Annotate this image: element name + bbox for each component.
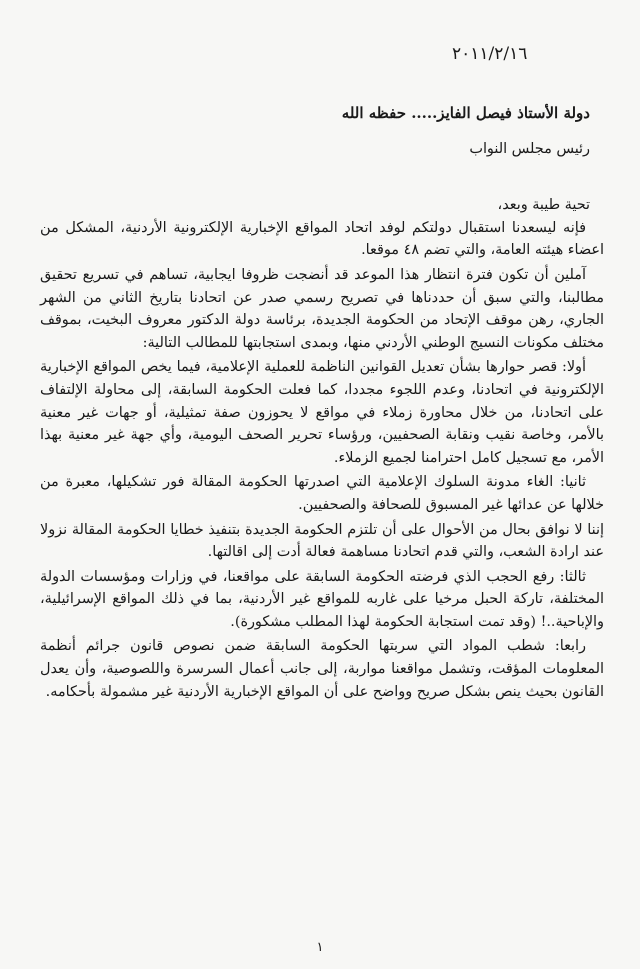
paragraph-demand-1: أولا: قصر حوارها بشأن تعديل القوانين الناظمة للعملية الإعلامية، فيما يخص المواقع الإخبارية الإلكترونية في اتحادنا، وعدم اللجوء مجددا، كما فعلت الحكومة السابقة، إلى محاولة الإلتفاف على اتحادنا، من خلال محاورة زملاء في مواقع لا يحوزون صفة تمثيلية، أو جهات غير معنية بالأمر، وخاصة نقيب ونقابة الصحفيين، ورؤساء تحرير الصحف اليومية، وأي جهة غير معنية بهذا الأمر، مع تسجيل كامل احترامنا لجميع الزملاء. <box>40 359 604 466</box>
addressee-title: رئيس مجلس النواب <box>469 140 590 157</box>
paragraph-demand-3: ثالثا: رفع الحجب الذي فرضته الحكومة السابقة على مواقعنا، في وزارات ومؤسسات الدولة المختلفة، تاركة الحبل مرخيا على غاربه للمواقع غير الأردنية، بما في ذلك المواقع الإسرائيلية، والإباحية..! (وقد تمت استجابة الحكومة لهذا المطلب مشكورة). <box>40 568 604 630</box>
greeting-line: تحية طيبة وبعد، <box>497 197 590 214</box>
paragraph-hope: آملين أن تكون فترة انتظار هذا الموعد قد أنضجت ظروفا ايجابية، تساهم في تسريع تحقيق مطالبنا، والتي سبق أن حددناها في تصريح رسمي صدر عن اتحادنا بتاريخ الثاني من الشهر الجاري، رهن موقف الإتحاد من الحكومة الجديدة، برئاسة دولة الدكتور معروف البخيت، بموقف مختلف مكونات النسيج الوطني الأردني منها، وبمدى استجابتها للمطالب التالية: <box>40 266 604 351</box>
page-number: ١ <box>316 940 324 955</box>
letter-date: ٢٠١١/٢/١٦ <box>452 44 528 64</box>
paragraph-position: إننا لا نوافق بحال من الأحوال على أن تلتزم الحكومة الجديدة بتنفيذ خطايا الحكومة المقالة نزولا عند ارادة الشعب، والتي قدم اتحادنا مساهمة فعالة أدت إلى اقالتها. <box>40 521 604 561</box>
addressee-line: دولة الأستاذ فيصل الفايز..... حفظه الله <box>341 104 590 122</box>
letter-body <box>40 102 604 703</box>
paragraph-demand-2: ثانيا: الغاء مدونة السلوك الإعلامية التي اصدرتها الحكومة المقالة فور تشكيلها، معبرة من خلالها عن عدائها غير المسبوق للصحافة والصحفيين. <box>40 474 604 513</box>
paragraph-intro: فإنه ليسعدنا استقبال دولتكم لوفد اتحاد المواقع الإخبارية الإلكترونية الأردنية، المشكل من اعضاء هيئته العامة، والتي تضم ٤٨ موقعا. <box>40 219 604 259</box>
paragraph-demand-4: رابعا: شطب المواد التي سربتها الحكومة السابقة ضمن نصوص قانون جرائم أنظمة المعلومات المؤقت، وتشمل مواقعنا مواربة، إلى جانب أعمال السرسرة واللصوصية، وأن يعدل القانون بحيث ينص بشكل صريح وواضح على أن المواقع الإخبارية الأردنية غير مشمولة بأحكامه. <box>40 638 604 700</box>
